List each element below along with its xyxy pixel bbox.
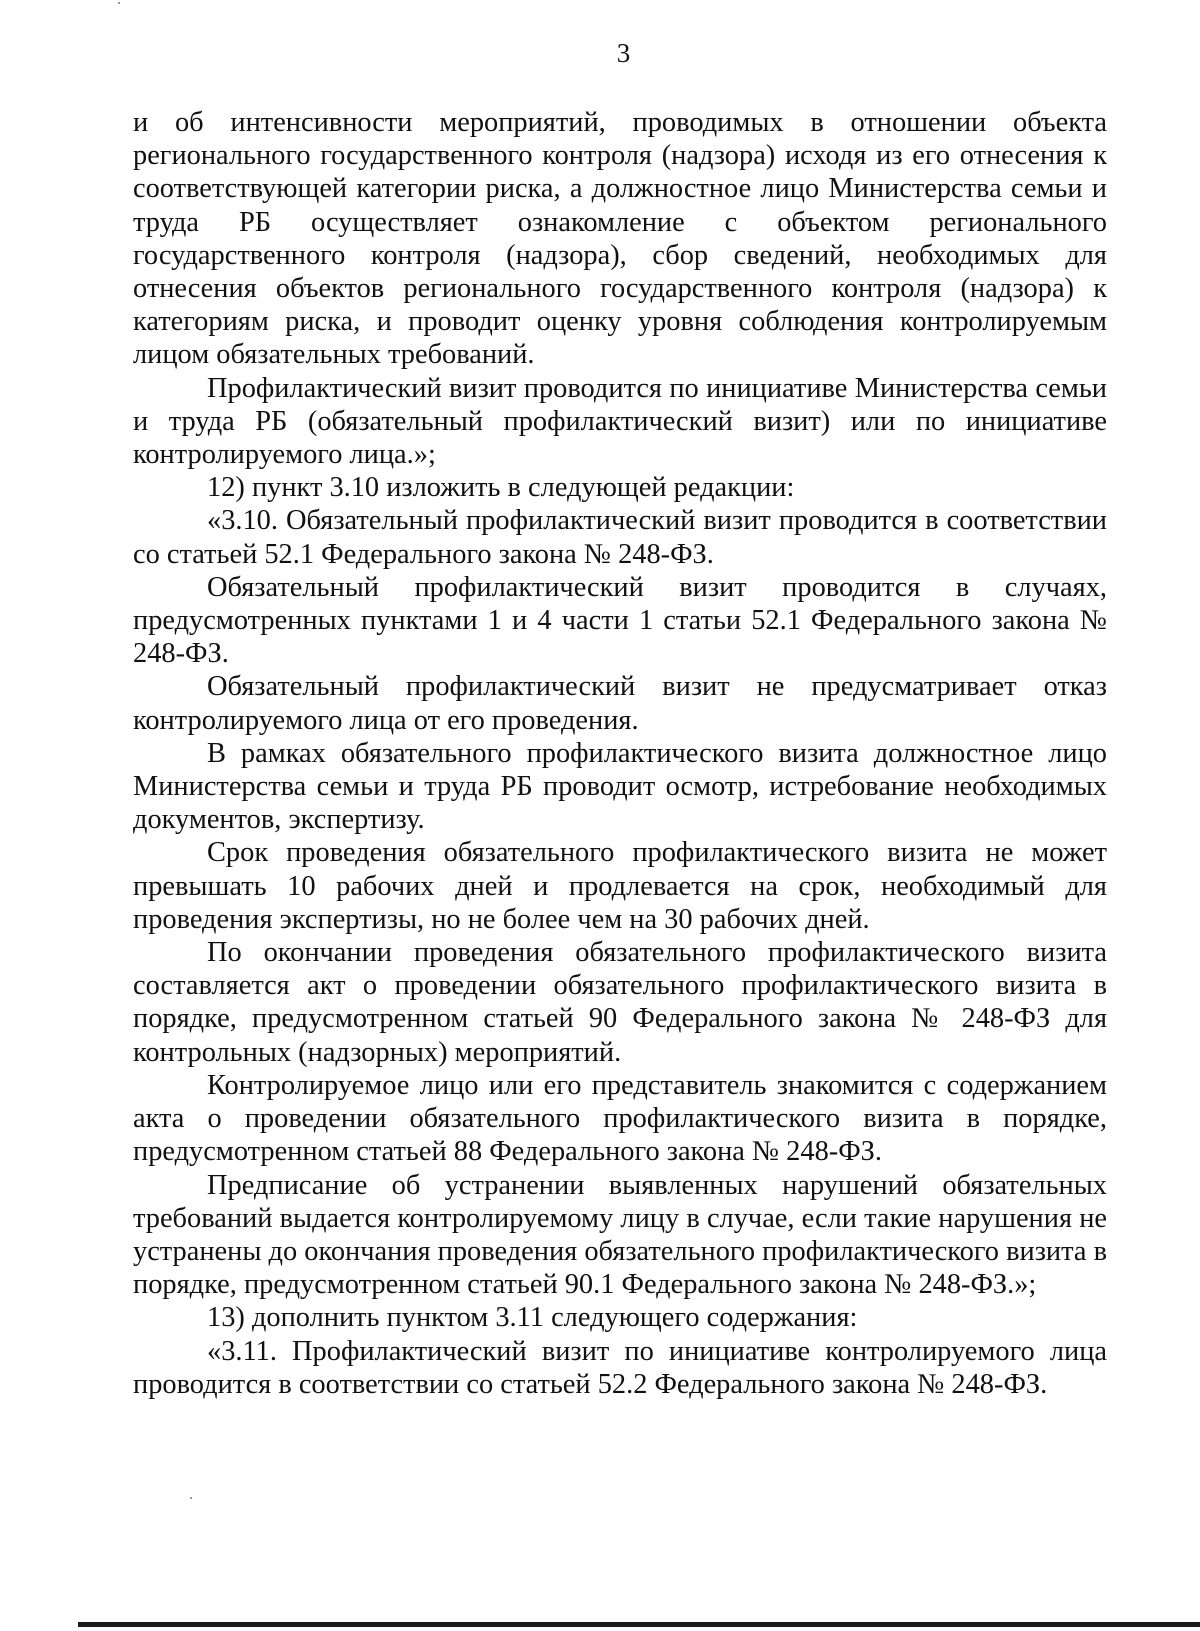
paragraph: и об интенсивности мероприятий, проводимых в отношении объекта регионального государственного контроля (надзора) исходя из его отнесения к соответствующей категории риска, а должностное лицо Министерства семьи и труда РБ осуществляет ознакомление с объектом регионального государственного контроля (надзора), сбор сведений, необходимых для отнесения объектов регионального государственного контроля (надзора) к категориям риска, и проводит оценку уровня соблюдения контролируемым лицом обязательных требований. (133, 107, 1107, 371)
paragraph: Контролируемое лицо или его представитель знакомится с содержанием акта о проведении обязательного профилактического визита в порядке, предусмотренном статьей 88 Федерального закона № 248-ФЗ. (133, 1069, 1107, 1168)
paragraph: 12) пункт 3.10 изложить в следующей редакции: (207, 472, 795, 504)
paragraph: В рамках обязательного профилактического визита должностное лицо Министерства семьи и труда РБ проводит осмотр, истребование необходимых документов, экспертизу. (133, 737, 1107, 836)
paragraph: По окончании проведения обязательного профилактического визита составляется акт о проведении обязательного профилактического визита в порядке, предусмотренном статьей 90 Федерального закона № 248-ФЗ для контрольных (надзорных) мероприятий. (133, 937, 1107, 1068)
paragraph: «3.10. Обязательный профилактический визит проводится в соответствии со статьей 52.1 Федерального закона № 248-ФЗ. (133, 505, 1107, 570)
paragraph: «3.11. Профилактический визит по инициативе контролируемого лица проводится в соответствии со статьей 52.2 Федерального закона № 248-ФЗ. (133, 1335, 1107, 1400)
scan-speck (118, 2, 120, 4)
scan-speck (190, 1497, 192, 1499)
paragraph: Срок проведения обязательного профилактического визита не может превышать 10 рабочих дней и продлевается на срок, необходимый для проведения экспертизы, но не более чем на 30 рабочих дней. (133, 837, 1107, 935)
document-body (133, 106, 1107, 1401)
paragraph: Обязательный профилактический визит не предусматривает отказ контролируемого лица от его проведения. (133, 671, 1107, 736)
paragraph: Предписание об устранении выявленных нарушений обязательных требований выдается контролируемому лицу в случае, если такие нарушения не устранены до окончания проведения обязательного профилактического визита в порядке, предусмотренном статьей 90.1 Федерального закона № 248-ФЗ.»; (133, 1169, 1107, 1301)
scan-edge-line (78, 1622, 1200, 1627)
paragraph: 13) дополнить пунктом 3.11 следующего содержания: (207, 1302, 858, 1334)
paragraph: Профилактический визит проводится по инициативе Министерства семьи и труда РБ (обязательный профилактический визит) или по инициативе контролируемого лица.»; (133, 372, 1107, 471)
paragraph: Обязательный профилактический визит проводится в случаях, предусмотренных пунктами 1 и 4 части 1 статьи 52.1 Федерального закона № 248-ФЗ. (133, 571, 1107, 670)
page-number: 3 (616, 38, 631, 68)
